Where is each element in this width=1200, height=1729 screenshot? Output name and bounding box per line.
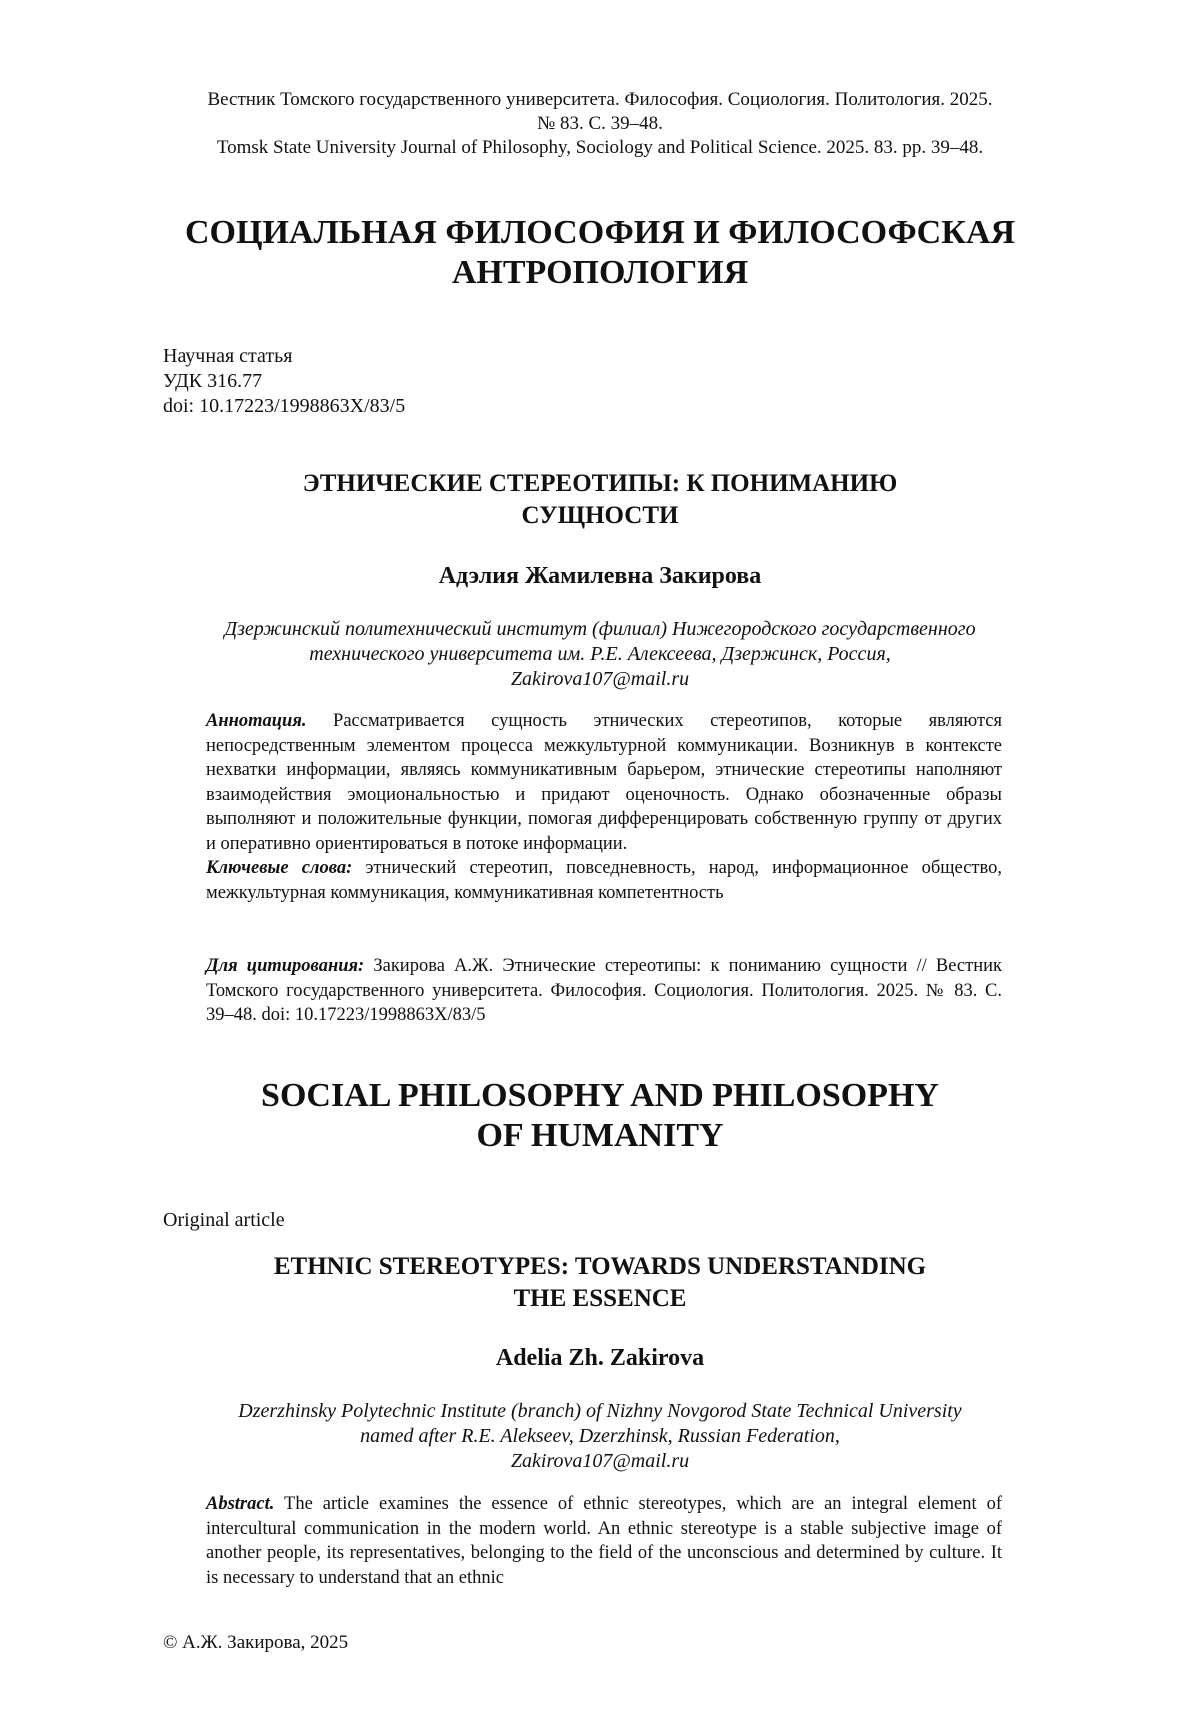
ru-abstract-text: Рассматривается сущность этнических стереотипов, которые являются непосредственным элементом процесса межкультурной коммуникации. Возникнув в контексте нехватки информации, являясь коммуникативным барьером, этнические стереотипы наполняют взаимодействия эмоциональностью и придают оценочность. Однако обозначенные образы выполняют и положительные функции, помогая дифференцировать собственную группу от других и оперативно ориентироваться в потоке информации. [206,711,1002,854]
udc-code: УДК 316.77 [163,370,263,392]
journal-ru-line1: Вестник Томского государственного университета. Философия. Социология. Политология. 2025. [207,89,993,110]
en-article-title-line2: THE ESSENCE [513,1285,687,1312]
en-affiliation [130,1399,1070,1474]
ru-article-title-line2: СУЩНОСТИ [521,502,679,529]
journal-header [130,88,1070,160]
ru-author-name: Адэлия Жамилевна Закирова [438,563,762,589]
ru-abstract-block [206,709,1002,905]
en-article-type: Original article [163,1209,285,1231]
ru-section-title [100,213,1100,293]
doi: doi: 10.17223/1998863X/83/5 [163,395,406,417]
ru-citation [206,954,1002,1028]
ru-abstract [206,709,1002,856]
ru-article-title [150,468,1050,532]
ru-affiliation [130,617,1070,692]
en-abstract [206,1492,1002,1590]
en-author-name: Adelia Zh. Zakirova [495,1345,705,1371]
ru-author-email[interactable]: Zakirova107@mail.ru [510,668,690,690]
ru-section-title-line2: АНТРОПОЛОГИЯ [451,254,749,291]
ru-keywords-label: Ключевые слова: [206,858,353,878]
ru-article-type: Научная статья [163,345,293,367]
en-abstract-text: The article examines the essence of ethnic stereotypes, which are an integral element of intercultural communication in the modern world. An ethnic stereotype is a stable subjective image of another people, its representatives, belonging to the field of the unconscious and determined by culture. It is necessary to understand that an ethnic [206,1494,1002,1588]
en-article-title [150,1251,1050,1315]
ru-keywords-text: этнический стереотип, повседневность, народ, информационное общество, межкультурная коммуникация, коммуникативная компетентность [206,858,1003,903]
en-article-title-line1: ETHNIC STEREOTYPES: TOWARDS UNDERSTANDING [273,1253,927,1280]
en-author-email[interactable]: Zakirova107@mail.ru [510,1450,690,1472]
en-affiliation-line2: named after R.E. Alekseev, Dzerzhinsk, Russian Federation, [360,1425,840,1447]
journal-ru-line2: № 83. С. 39–48. [537,113,663,134]
en-affiliation-line1: Dzerzhinsky Polytechnic Institute (branch) of Nizhny Novgorod State Technical University [238,1400,962,1422]
ru-abstract-label: Аннотация. [206,711,307,731]
en-abstract-label: Abstract. [206,1494,275,1514]
ru-citation-label: Для цитирования: [206,956,365,976]
en-section-title [100,1076,1100,1156]
en-section-title-line2: OF HUMANITY [476,1117,724,1154]
en-section-title-line1: SOCIAL PHILOSOPHY AND PHILOSOPHY [261,1077,939,1114]
ru-section-title-line1: СОЦИАЛЬНАЯ ФИЛОСОФИЯ И ФИЛОСОФСКАЯ [185,214,1015,251]
ru-affiliation-line2: технического университета им. Р.Е. Алексеева, Дзержинск, Россия, [309,643,891,665]
ru-article-title-line1: ЭТНИЧЕСКИЕ СТЕРЕОТИПЫ: К ПОНИМАНИЮ [302,470,898,497]
ru-citation-text: Закирова А.Ж. Этнические стереотипы: к пониманию сущности // Вестник Томского государственного университета. Философия. Социология. Политология. 2025. № 83. С. 39–48. doi: 10.17223/1998863X/83/5 [206,956,1003,1025]
copyright-notice: © А.Ж. Закирова, 2025 [163,1632,349,1653]
ru-keywords [206,856,1002,905]
ru-affiliation-line1: Дзержинский политехнический институт (филиал) Нижегородского государственного [224,618,976,640]
ru-article-meta [163,344,405,419]
journal-en-line: Tomsk State University Journal of Philosophy, Sociology and Political Science. 2025. 83. pp. 39–48. [216,137,984,158]
